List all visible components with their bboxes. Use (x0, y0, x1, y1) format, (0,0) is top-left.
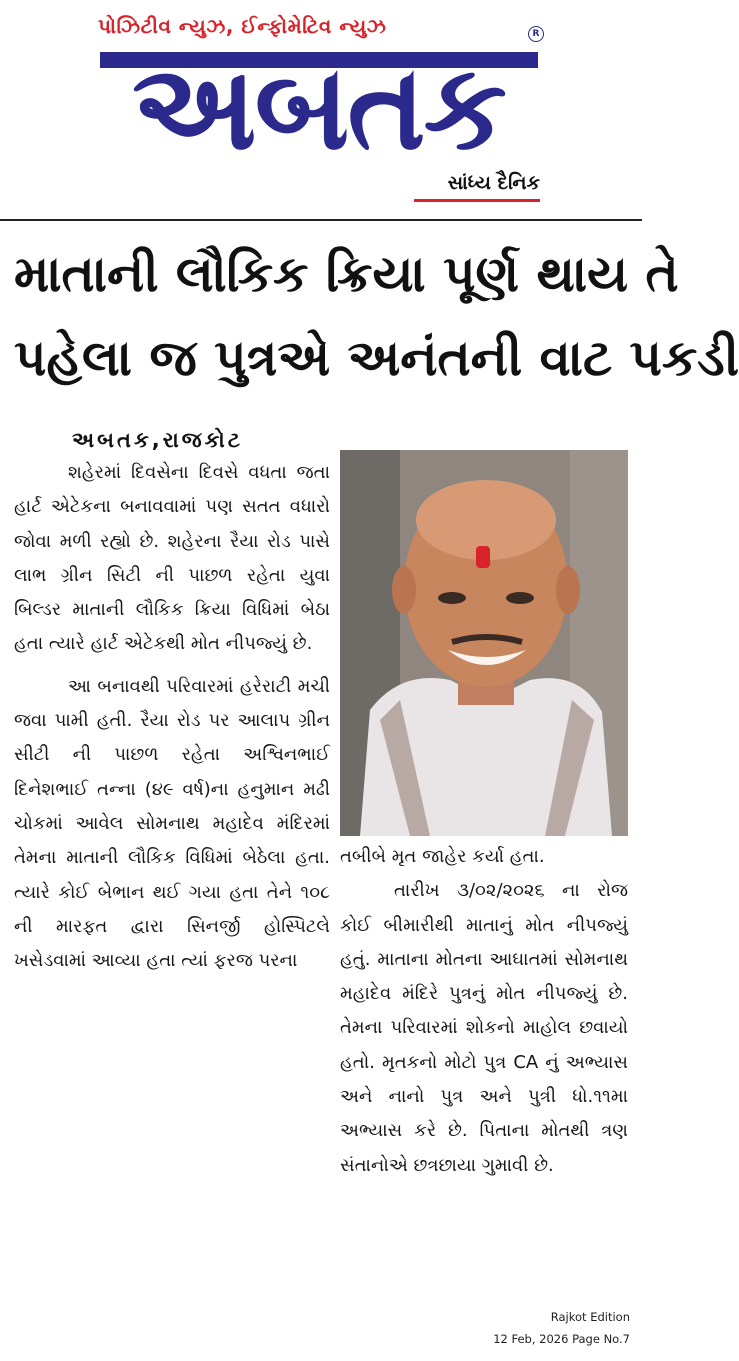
paragraph-4: તારીખ ૩/૦૨/૨૦૨૬ ના રોજ કોઈ બીમારીથી માતાનું મોત નીપજ્યું હતું. માતાના મોતના આઘાતમાં સોમનાથ મહાદેવ મંદિરે પુત્રનું મોત નીપજ્યું છે. તેમના પરિવારમાં શોકનો માહોલ છવાયો હતો. મૃતકનો મોટો પુત્ર CA નું અભ્યાસ અને નાનો પુત્ર અને પુત્રી ધો.૧૧મા અભ્યાસ કરે છે. પિતાના મોતથી ત્રણ સંતાનોએ છત્રછાયા ગુમાવી છે. (340, 880, 628, 1176)
masthead-tagline: પોઝિટીવ ન્યુઝ, ઈન્ફોમેટિવ ન્યુઝ (98, 14, 387, 38)
dateline: અબતક,રાજકોટ (72, 428, 243, 452)
paragraph-3: તબીબે મૃત જાહેર કર્યા હતા. (340, 846, 545, 867)
paragraph-1: શહેરમાં દિવસેના દિવસે વધતા જતા હાર્ટ એટેકના બનાવવામાં પણ સતત વધારો જોવા મળી રહ્યો છે. શહેરના રૈયા રોડ પાસે લાભ ગ્રીન સિટી ની પાછળ રહેતા યુવા બિલ્ડર માતાની લૌકિક ક્રિયા વિધિમાં બેઠા હતા ત્યારે હાર્ટ એટેકથી મોત નીપજ્યું છે. (14, 462, 330, 655)
registered-mark-icon: R (528, 26, 544, 42)
headline-line-2: પહેલા જ પુત્રએ અનંતની વાટ પકડી (14, 329, 739, 387)
masthead-subtitle: સાંધ્ય દૈનિક (447, 172, 540, 194)
article-column-right (340, 840, 628, 1183)
article-headline (14, 232, 739, 400)
edition-label: Rajkot Edition (550, 1310, 630, 1324)
date-page-label: 12 Feb, 2026 Page No.7 (493, 1332, 630, 1346)
article-photo (340, 450, 628, 836)
masthead (0, 0, 642, 222)
masthead-divider (0, 219, 642, 221)
masthead-subtitle-block (360, 172, 540, 202)
headline-line-1: માતાની લૌકિક ક્રિયા પૂર્ણ થાય તે (14, 245, 679, 303)
portrait-illustration (340, 450, 628, 836)
article-column-left (14, 424, 330, 978)
newspaper-logo: અબતક (132, 38, 505, 176)
paragraph-2: આ બનાવથી પરિવારમાં હરેરાટી મચી જવા પામી હતી. રૈયા રોડ પર આલાપ ગ્રીન સીટી ની પાછળ રહેતા અશ્વિનભાઈ દિનેશભાઈ તન્ના (૪૯ વર્ષ)ના હનુમાન મઢી ચોકમાં આવેલ સોમનાથ મહાદેવ મંદિરમાં તેમના માતાની લૌકિક વિધિમાં બેઠેલા હતા. ત્યારે કોઈ બેભાન થઈ ગયા હતા તેને ૧૦૮ ની મારફત દ્વારા સિનર્જી હોસ્પિટલે ખસેડવામાં આવ્યા હતા ત્યાં ફરજ પરના (14, 675, 330, 972)
subtitle-underline (414, 199, 540, 202)
page-footer (493, 1306, 630, 1350)
